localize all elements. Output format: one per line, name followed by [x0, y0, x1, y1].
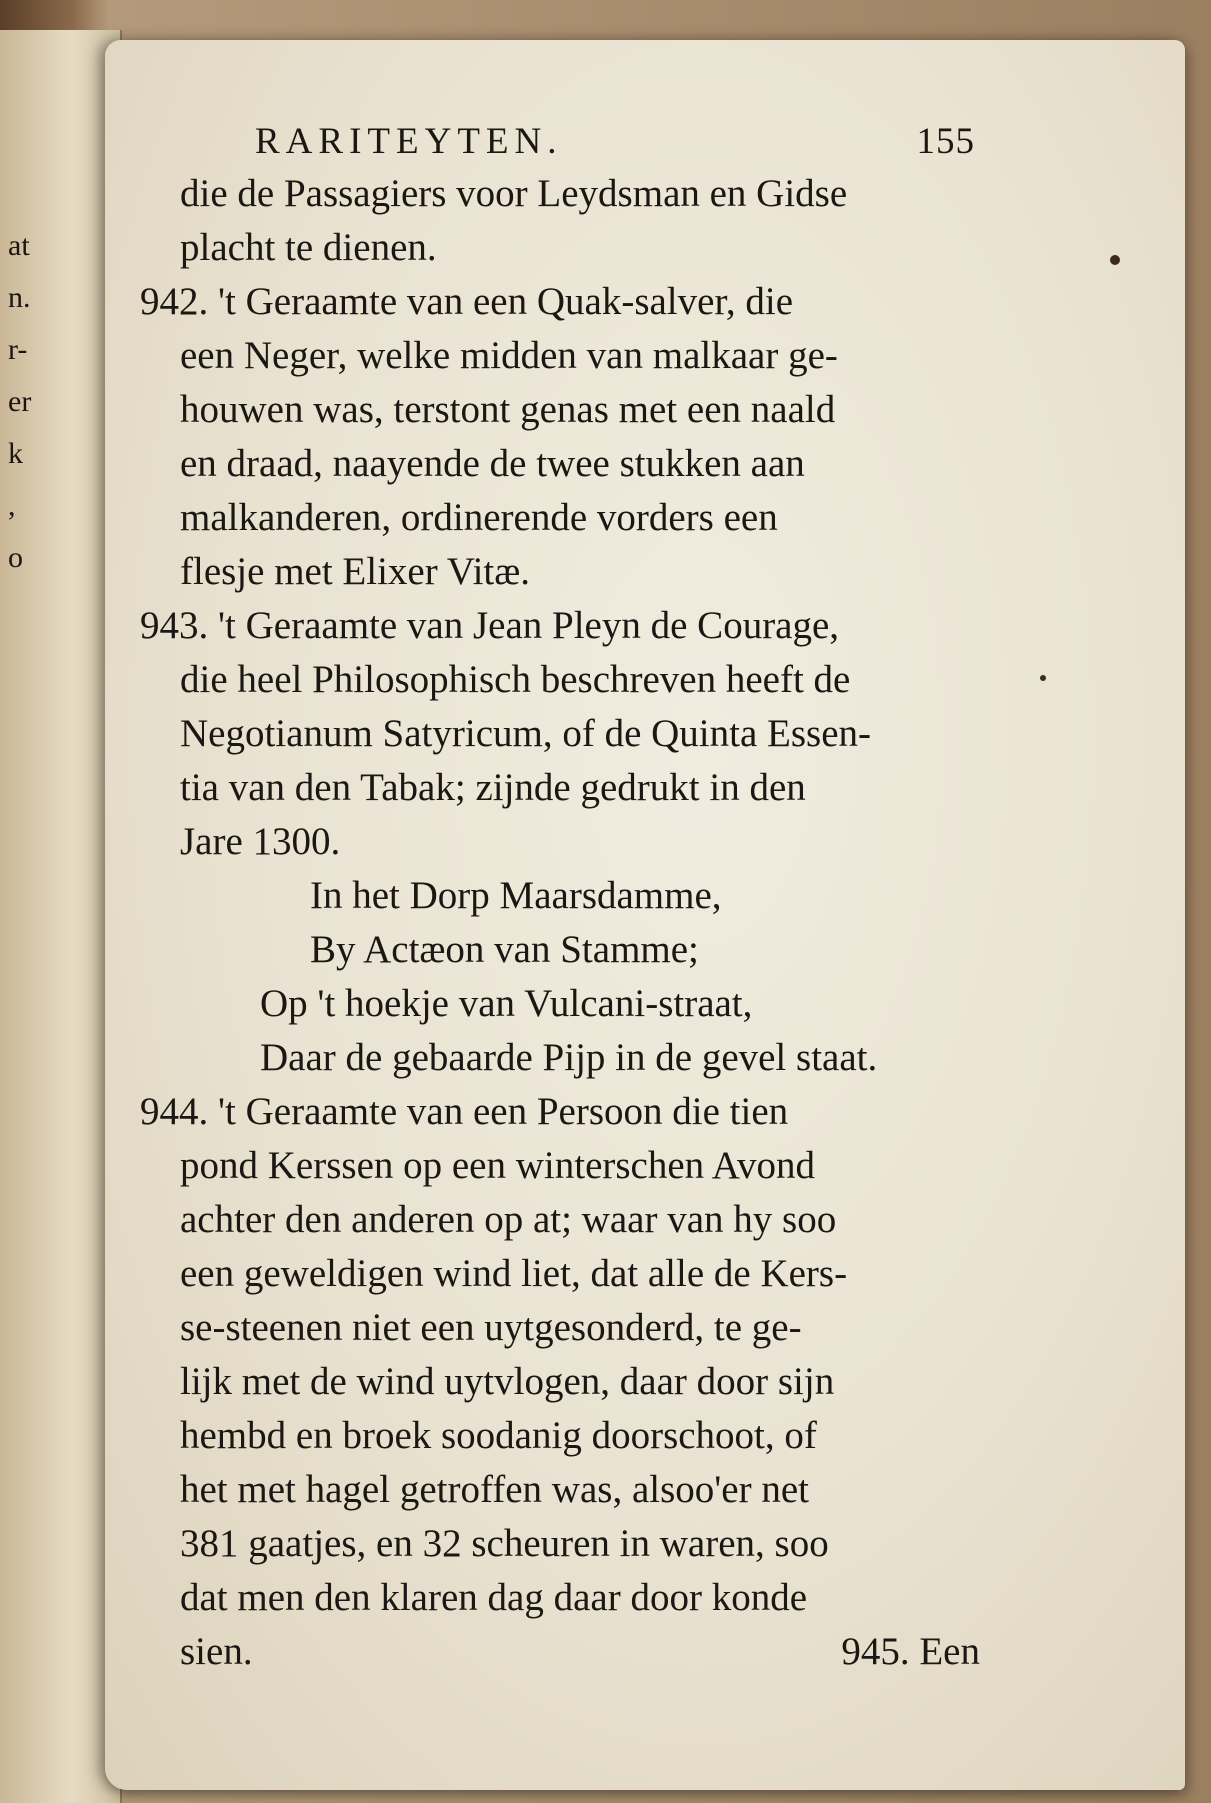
entry-943: 943. 't Geraamte van Jean Pleyn de Courage, — [140, 604, 840, 647]
verse-line: In het Dorp Maarsdamme, — [310, 874, 722, 917]
left-fragment: k — [8, 437, 23, 470]
ink-spot — [1110, 255, 1120, 265]
page-number: 155 — [916, 121, 975, 162]
last-line-row — [180, 1625, 980, 1679]
text-line: pond Kerssen op een winterschen Avond — [180, 1144, 816, 1187]
catchword: 945. Een — [841, 1630, 980, 1673]
entry-942: 942. 't Geraamte van een Quak-salver, die — [140, 280, 794, 323]
text-line: achter den anderen op at; waar van hy soo — [180, 1198, 837, 1241]
text-line: tia van den Tabak; zijnde gedrukt in den — [180, 766, 806, 809]
text-line: se-steenen niet een uytgesonderd, te ge- — [180, 1306, 802, 1349]
text-line: die heel Philosophisch beschreven heeft de — [180, 658, 851, 701]
text-line: placht te dienen. — [180, 226, 437, 269]
text-line: Jare 1300. — [180, 820, 341, 863]
text-line: Negotianum Satyricum, of de Quinta Essen- — [180, 712, 872, 755]
verse-line: By Actæon van Stamme; — [310, 928, 699, 971]
text-line: sien. — [180, 1630, 253, 1673]
running-title: RARITEYTEN. — [255, 121, 563, 162]
text-line: een Neger, welke midden van malkaar ge- — [180, 334, 838, 377]
text-line: flesje met Elixer Vitæ. — [180, 550, 531, 593]
text-line: het met hagel getroffen was, alsoo'er net — [180, 1468, 809, 1511]
left-page-edge — [0, 30, 122, 1803]
verse-line: Daar de gebaarde Pijp in de gevel staat. — [260, 1036, 878, 1079]
ink-spot — [1040, 675, 1046, 681]
text-line: dat men den klaren dag daar door konde — [180, 1576, 808, 1619]
left-fragment: r- — [8, 333, 28, 366]
text-line: lijk met de wind uytvlogen, daar door sijn — [180, 1360, 835, 1403]
left-fragment: n. — [8, 281, 31, 314]
verse-line: Op 't hoekje van Vulcani-straat, — [260, 982, 753, 1025]
page-text — [140, 115, 1000, 1679]
left-fragment: , — [8, 489, 16, 522]
text-line: malkanderen, ordinerende vorders een — [180, 496, 778, 539]
text-line: 381 gaatjes, en 32 scheuren in waren, soo — [180, 1522, 829, 1565]
left-fragment: er — [8, 385, 32, 418]
running-header — [255, 115, 975, 167]
text-line: die de Passagiers voor Leydsman en Gidse — [180, 172, 848, 215]
text-line: en draad, naayende de twee stukken aan — [180, 442, 805, 485]
text-line: hembd en broek soodanig doorschoot, of — [180, 1414, 817, 1457]
text-line: houwen was, terstont genas met een naald — [180, 388, 836, 431]
left-fragment: at — [8, 229, 30, 262]
left-page-text-fragments — [8, 220, 48, 584]
entry-944: 944. 't Geraamte van een Persoon die tien — [140, 1090, 789, 1133]
text-line: een geweldigen wind liet, dat alle de Kers- — [180, 1252, 848, 1295]
left-fragment: o — [8, 541, 23, 574]
